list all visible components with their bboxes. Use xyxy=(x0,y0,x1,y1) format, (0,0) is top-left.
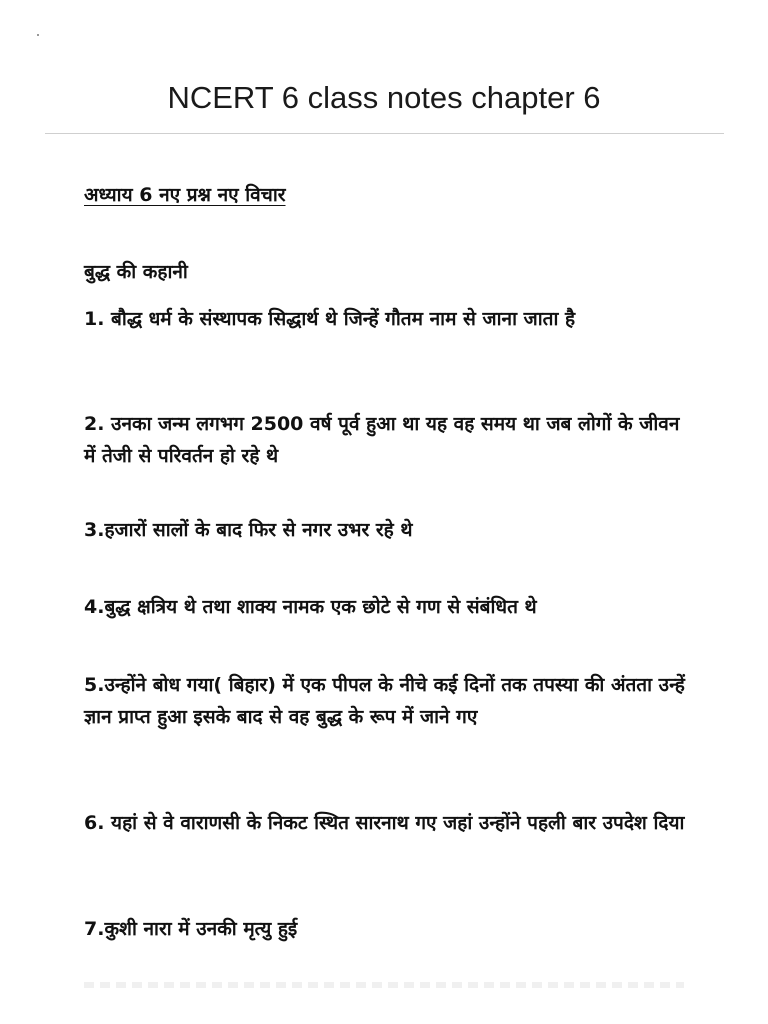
note-point-6: 6. यहां से वे वाराणसी के निकट स्थित सारनाथ गए जहां उन्होंने पहली बार उपदेश दिया xyxy=(84,812,685,834)
title-divider xyxy=(45,133,724,134)
note-point-2: 2. उनका जन्म लगभग 2500 वर्ष पूर्व हुआ था यह वह समय था जब लोगों के जीवन में तेजी से परिवर्तन हो रहे थे xyxy=(84,413,680,467)
section-heading: बुद्ध की कहानी xyxy=(84,261,188,283)
note-point-3: 3.हजारों सालों के बाद फिर से नगर उभर रहे थे xyxy=(84,519,413,541)
note-point-7: 7.कुशी नारा में उनकी मृत्यु हुई xyxy=(84,918,298,940)
chapter-heading: अध्याय 6 नए प्रश्न नए विचार xyxy=(84,184,286,206)
note-point-4: 4.बुद्ध क्षत्रिय थे तथा शाक्य नामक एक छोटे से गण से संबंधित थे xyxy=(84,596,537,618)
note-point-1: 1. बौद्ध धर्म के संस्थापक सिद्धार्थ थे जिन्हें गौतम नाम से जाना जाता है xyxy=(84,308,576,330)
scan-speck xyxy=(37,34,39,36)
note-point-5: 5.उन्होंने बोध गया( बिहार) में एक पीपल के नीचे कई दिनों तक तपस्या की अंतता उन्हें ज्ञान प्राप्त हुआ इसके बाद से वह बुद्ध के रूप में जाने गए xyxy=(84,674,685,728)
cut-off-next-line xyxy=(84,982,684,988)
page-title: NCERT 6 class notes chapter 6 xyxy=(167,80,601,115)
